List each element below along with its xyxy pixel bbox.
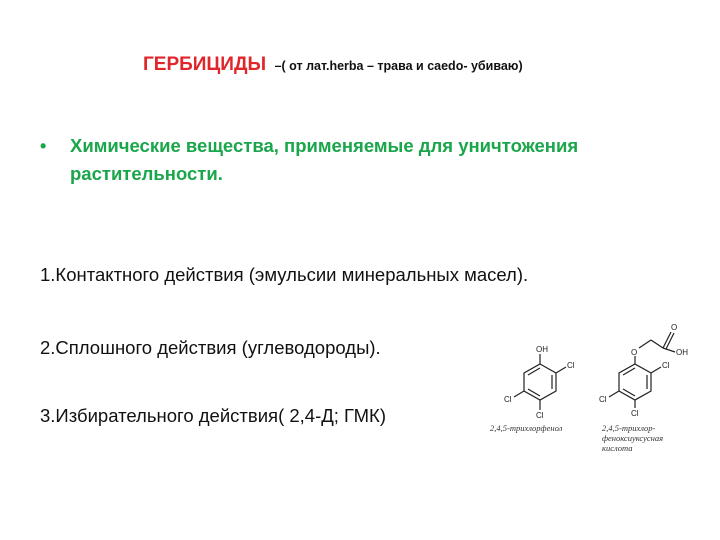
cl-label-4: Cl [662, 361, 670, 370]
trichlorophenol-structure [490, 338, 590, 458]
list-item-selective: 3.Избирательного действия( 2,4-Д; ГМК) [40, 405, 386, 426]
cl-label-2: Cl [504, 395, 512, 404]
cl-label-5: Cl [599, 395, 607, 404]
trichlorophenoxyacetic-acid-structure [595, 318, 705, 418]
caption-line-1: 2,4,5-трихлор- [602, 423, 656, 433]
ether-o-label: O [631, 348, 638, 357]
oh-label: OH [536, 345, 548, 354]
bullet-icon: • [40, 136, 47, 156]
cl-label-6: Cl [631, 409, 639, 418]
trichlorophenol-caption: 2,4,5-трихлорфенол [490, 423, 563, 433]
list-item-contact: 1.Контактного действия (эмульсии минеральных масел). [40, 264, 529, 285]
definition-line-1: Химические вещества, применяемые для уничтожения [70, 135, 579, 156]
title-main: ГЕРБИЦИДЫ [143, 54, 267, 75]
cl-label-1: Cl [567, 361, 575, 370]
title-etymology: –( от лат.herba – трава и caedo- убиваю) [274, 59, 523, 73]
caption-line-2: феноксиуксусная [602, 433, 664, 443]
trichlorophenoxyacetic-caption [602, 423, 663, 453]
page-title [143, 54, 523, 76]
definition-text [70, 132, 670, 188]
definition-line-2: растительности. [70, 163, 223, 184]
cl-label-3: Cl [536, 411, 544, 420]
caption-line-3: кислота [602, 443, 633, 453]
carbonyl-o-label: O [671, 323, 678, 332]
list-item-continuous: 2.Сплошного действия (углеводороды). [40, 337, 381, 358]
acid-oh-label: OH [676, 348, 688, 357]
